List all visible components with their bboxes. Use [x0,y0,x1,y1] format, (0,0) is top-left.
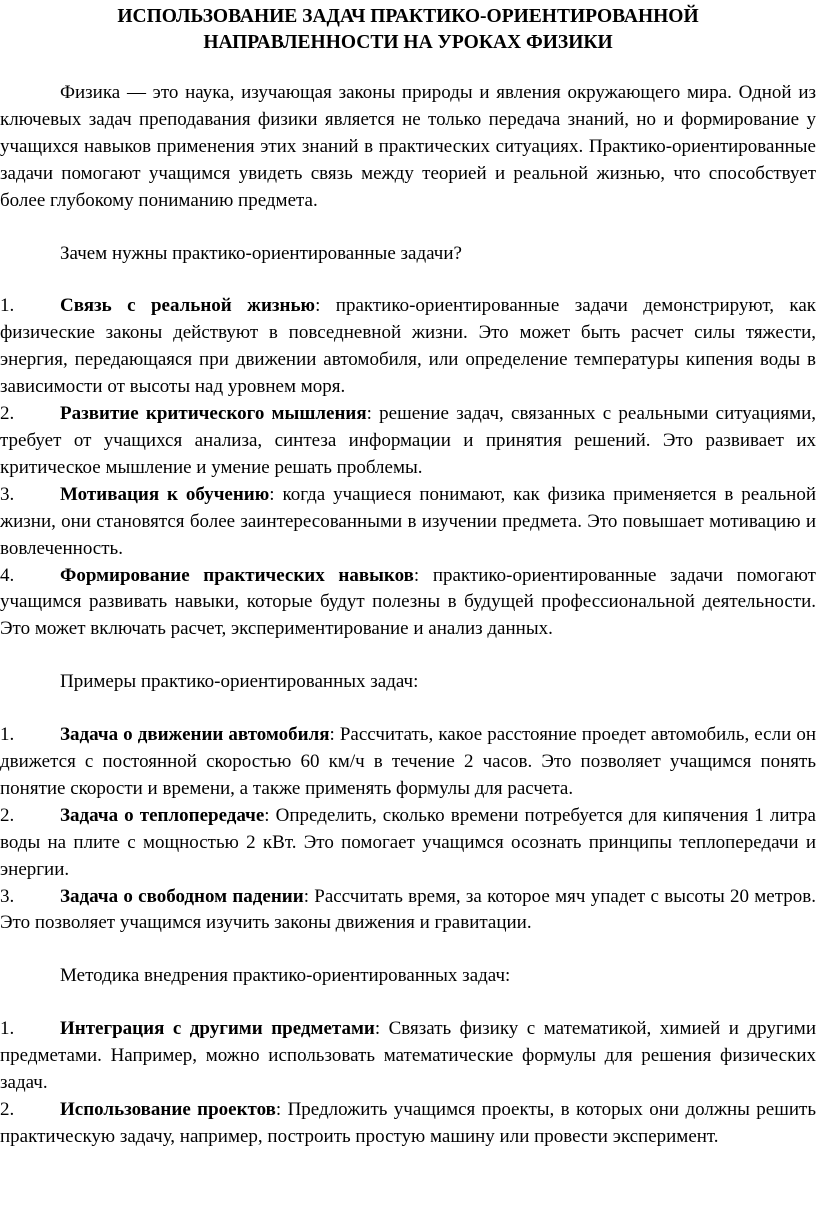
list-item [0,803,816,884]
item-term: Задача о свободном падении [60,885,304,907]
list-item [0,563,816,644]
list-item [0,884,816,938]
item-term: Формирование практических навыков [60,564,414,586]
item-term: Использование проектов [60,1099,276,1120]
item-term: Мотивация к обучению [60,483,270,505]
item-text: : практико-ориентированные задачи демонстрируют, как физические законы действуют в повседневной жизни. Это может быть расчет силы тяжести, энергия, передающаяся при движении автомобиля, или определение температуры кипения воды в зависимости от высоты над уровнем моря. [0,295,816,398]
item-number: 2. [0,804,15,826]
list-item [0,722,816,803]
section-heading: Примеры практико-ориентированных задач: [60,671,419,693]
item-term: Задача о теплопередаче [60,804,265,826]
item-text: : Определить, сколько времени потребуется для кипячения 1 литра воды на плите с мощностью 2 кВт. Это помогает учащимся осознать принципы теплопередачи и энергии. [0,804,816,880]
section-examples [0,669,816,937]
item-number: 4. [0,564,15,586]
section-heading: Зачем нужны практико-ориентированные задачи? [60,242,462,264]
item-number: 2. [0,403,15,425]
intro-paragraph: Физика — это наука, изучающая законы природы и явления окружающего мира. Одной из ключевых задач преподавания физики является не только передача знаний, но и формирование у учащихся навыков применения этих знаний в практических ситуациях. Практико-ориентированные задачи помогают учащимся увидеть связь между теорией и реальной жизнью, что способствует более глубокому пониманию предмета. [0,82,816,211]
item-number: 2. [0,1099,15,1120]
numbered-list [0,722,816,937]
item-text: : Связать физику с математикой, химией и другими предметами. Например, можно использовать математические формулы для решения физических задач. [0,1018,816,1094]
item-number: 3. [0,885,15,907]
item-text: : Рассчитать время, за которое мяч упадет с высоты 20 метров. Это позволяет учащимся изучить законы движения и гравитации. [0,885,816,934]
section-methodology [0,963,816,1150]
item-number: 1. [0,724,15,746]
document-title: ИСПОЛЬЗОВАНИЕ ЗАДАЧ ПРАКТИКО-ОРИЕНТИРОВАННОЙ НАПРАВЛЕННОСТИ НА УРОКАХ ФИЗИКИ [117,6,699,53]
item-term: Задача о движении автомобиля [60,724,330,746]
item-term: Связь с реальной жизнью [60,295,316,317]
list-item [0,1097,816,1151]
list-item [0,401,816,482]
numbered-list [0,1016,816,1151]
item-number: 3. [0,483,15,505]
numbered-list [0,293,816,643]
item-text: : Рассчитать, какое расстояние проедет автомобиль, если он движется с постоянной скоростью 60 км/ч в течение 2 часов. Это позволяет учащимся понять понятие скорости и времени, а также применять формулы для расчета. [0,724,816,799]
item-number: 1. [0,295,15,317]
list-item [0,1016,816,1097]
item-term: Развитие критического мышления [60,403,367,425]
section-heading: Методика внедрения практико-ориентированных задач: [60,965,511,987]
item-text: : когда учащиеся понимают, как физика применяется в реальной жизни, они становятся более заинтересованными в изучении предмета. Это повышает мотивацию и вовлеченность. [0,483,816,559]
item-text: : практико-ориентированные задачи помогают учащимся развивать навыки, которые будут полезны в будущей профессиональной деятельности. Это может включать расчет, экспериментирование и анализ данных. [0,564,816,640]
item-term: Интеграция с другими предметами [60,1018,375,1040]
section-why [0,241,816,644]
list-item [0,293,816,401]
item-number: 1. [0,1018,15,1040]
item-text: : решение задач, связанных с реальными ситуациями, требует от учащихся анализа, синтеза информации и принятия решений. Это развивает их критическое мышление и умение решать проблемы. [0,403,816,478]
list-item [0,482,816,563]
item-text: : Предложить учащимся проекты, в которых они должны решить практическую задачу, например, построить простую машину или провести эксперимент. [0,1099,816,1147]
